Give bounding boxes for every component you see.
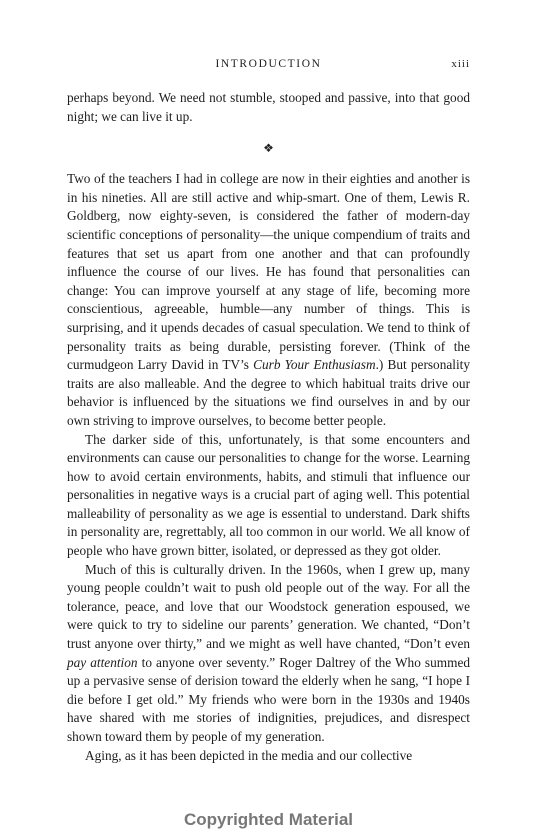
text-segment: .) But personality traits are also malleable. And the degree to which habitual traits drive our behavior is influenced by the situations we find ourselves in and by our own striving to improve ourselves, to become better people. — [67, 357, 470, 428]
text-segment: to anyone over seventy.” Roger Daltrey of the Who summed up a pervasive sense of derision toward the elderly when he sang, “I hope I die before I get old.” My friends who were born in the 1930s and 1940s have shared with me stories of indignities, prejudices, and disrespect shown toward them by people of my generation. — [67, 654, 470, 744]
paragraph — [67, 431, 470, 561]
text-segment: Aging, as it has been depicted in the media and our collective — [85, 747, 413, 763]
text-segment: Two of the teachers I had in college are now in their eighties and another is in his nineties. All are still active and whip-smart. One of them, Lewis R. Goldberg, now eighty-seven, is considered the father of modern-day scientific conceptions of personality—the unique compendium of traits and features that set us apart from one another and that can profoundly influence the course of our lives. He has found that personalities can change: You can improve yourself at any stage of life, becoming more conscientious, agreeable, humble—any number of things. This is surprising, and it upends decades of casual speculation. We tend to think of personality traits as being durable, persisting forever. (Think of the curmudgeon Larry David in TV’s — [67, 171, 470, 373]
text-segment: Much of this is culturally driven. In the 1960s, when I grew up, many young people couldn’t wait to push old people out of the way. For all the tolerance, peace, and love that our Woodstock generation espoused, we were quick to try to sideline our parents’ generation. We chanted, “Don’t trust anyone over thirty,” and we might as well have chanted, “Don’t even — [67, 561, 470, 652]
page-number: xiii — [451, 58, 470, 70]
section-break-ornament-icon: ❖ — [263, 141, 274, 156]
italic-text-segment: Curb Your Enthusiasm — [253, 357, 376, 373]
body-text — [67, 89, 470, 765]
running-head-title: INTRODUCTION — [215, 58, 322, 70]
text-segment: perhaps beyond. We need not stumble, stooped and passive, into that good night; we can live it up. — [67, 90, 470, 124]
italic-text-segment: pay attention — [67, 654, 138, 670]
paragraph — [67, 561, 470, 747]
paragraph — [67, 747, 470, 766]
paragraph — [67, 170, 470, 430]
paragraph — [67, 89, 470, 126]
copyright-footer: Copyrighted Material — [183, 810, 354, 829]
running-head — [67, 58, 470, 74]
text-segment: The darker side of this, unfortunately, is that some encounters and environments can cause our personalities to change for the worse. Learning how to avoid certain environments, habits, and stimuli that influence our personalities in negative ways is a crucial part of aging well. This potential malleability of personality as we age is essential to understand. Dark shifts in personality are, regrettably, all too common in our world. We all know of people who have grown bitter, isolated, or depressed as they got older. — [67, 431, 470, 559]
